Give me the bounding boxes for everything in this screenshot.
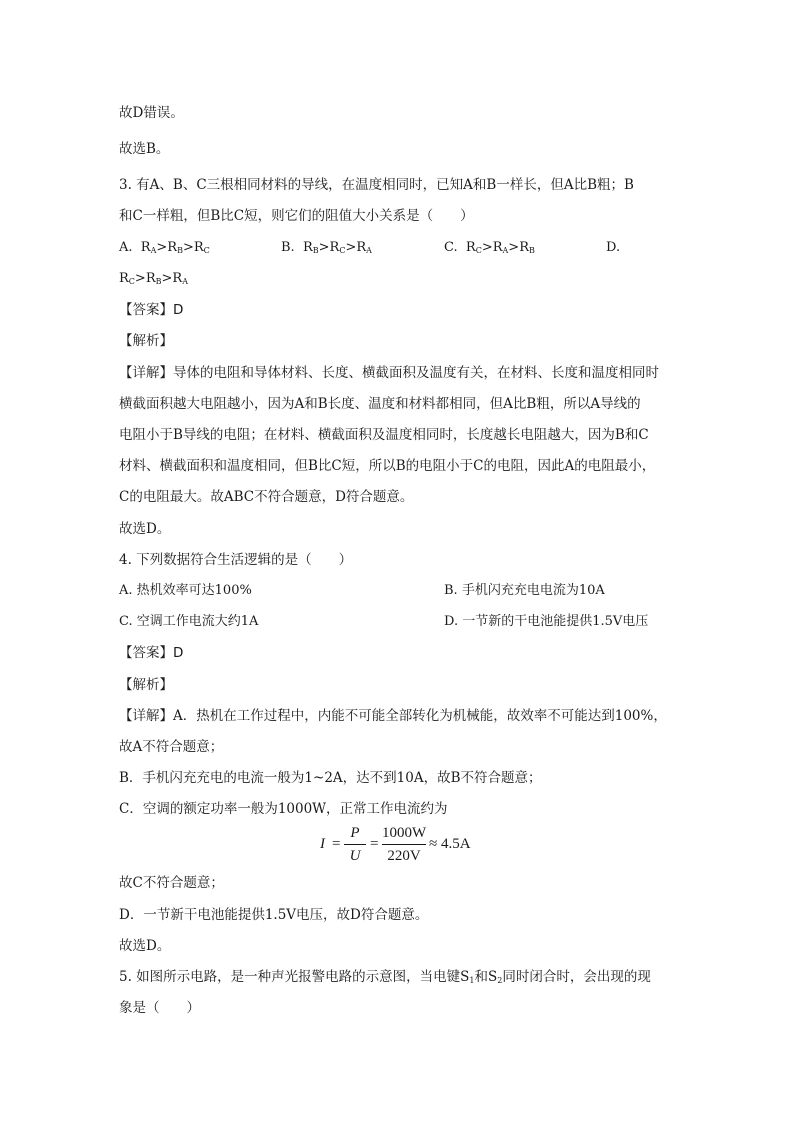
text-line: 故D错误。 [119,105,184,121]
question-3-stem: 和C一样粗，但B比C短，则它们的阻值大小关系是（ ） [119,208,474,224]
detail-paragraph: C的电阻最大。故ABC不符合题意，D符合题意。 [119,489,414,505]
formula-result: ≈ 4.5A [429,836,471,852]
text-line: 故选B。 [119,141,170,157]
option-b: B. $R_B>R_C>R_A$ [281,240,372,255]
choose-line: 故选D。 [119,521,171,537]
option-c: C. $R_C>R_A>R_B$ [444,240,535,255]
detail-paragraph: 电阻小于B导线的电阻；在材料、横截面积及温度相同时，长度越长电阻越大，因为B和C [119,427,649,443]
analysis-label: 【解析】 [119,333,173,349]
formula-lhs: I [320,836,325,852]
detail-paragraph: 故A不符合题意； [119,739,224,755]
option-b: B. 手机闪充充电电流为10A [444,583,605,598]
choose-line: 故选D。 [119,938,171,954]
detail-paragraph: 故C不符合题意； [119,875,224,891]
question-3-stem: 3. 有A、B、C三根相同材料的导线，在温度相同时，已知A和B一样长，但A比B粗；B [119,177,634,193]
answer-label: 【答案】D [119,645,184,661]
option-d: D. 一节新的干电池能提供1.5V电压 [444,614,649,629]
fraction-power-over-voltage: P U [344,824,366,865]
detail-paragraph: C．空调的额定功率一般为1000W，正常工作电流约为 [119,801,448,817]
question-5-stem: 象是（ ） [119,1000,200,1016]
option-d: $R_C>R_B>R_A$ [119,271,188,286]
detail-paragraph: 【详解】A．热机在工作过程中，内能不可能全部转化为机械能，故效率不可能达到100%， [119,708,667,724]
option-c: C. 空调工作电流大约1A [119,614,259,629]
analysis-label: 【解析】 [119,677,173,693]
option-d-label: D. [606,240,621,255]
detail-paragraph: D．一节新干电池能提供1.5V电压，故D符合题意。 [119,907,429,923]
question-4-stem: 4. 下列数据符合生活逻辑的是（ ） [119,552,353,568]
detail-paragraph: 【详解】导体的电阻和导体材料、长度、横截面积及温度有关，在材料、长度和温度相同时 [119,365,659,381]
detail-paragraph: 材料、横截面积和温度相同，但B比C短，所以B的电阻小于C的电阻，因此A的电阻最小， [119,458,656,474]
fraction-values: 1000W 220V [382,825,427,864]
option-a: A. 热机效率可达100% [119,583,252,598]
question-5-stem: 5. 如图所示电路，是一种声光报警电路的示意图，当电键$S_1$和$S_2$同时闭合时，会出现的现 [119,969,651,985]
option-a: A. $R_A>R_B>R_C$ [119,240,210,255]
formula-equals: = [370,836,379,852]
formula-equals: = [332,836,341,852]
answer-label: 【答案】D [119,302,184,318]
detail-paragraph: B．手机闪充充电的电流一般为1~2A，达不到10A，故B不符合题意； [119,770,542,786]
detail-paragraph: 横截面积越大电阻越小，因为A和B长度、温度和材料都相同，但A比B粗，所以A导线的 [119,396,641,412]
